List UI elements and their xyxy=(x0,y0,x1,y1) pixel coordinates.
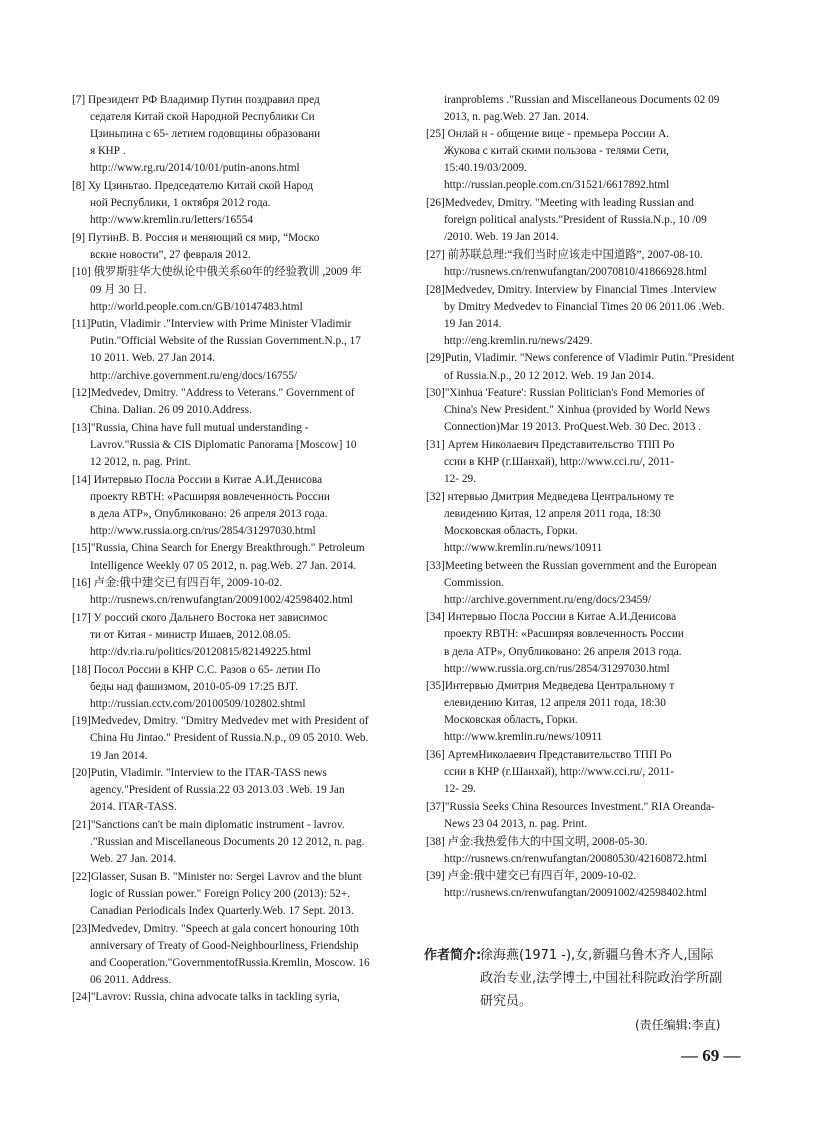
reference-item xyxy=(72,472,405,540)
reference-line: левидению Китая, 12 апреля 2011 года, 18:30 xyxy=(444,507,661,520)
reference-first-line: [15]"Russia, China Search for Energy Breakthrough." Petroleum xyxy=(72,542,365,555)
reference-line: http://www.kremlin.ru/news/10911 xyxy=(444,541,603,554)
reference-line: вские новости”, 27 февраля 2012. xyxy=(90,248,251,261)
reference-line: Web. 27 Jan. 2014. xyxy=(90,853,177,866)
reference-item xyxy=(72,765,405,816)
reference-first-line: [29]Putin, Vladimir. "News conference of Vladimir Putin."President xyxy=(426,352,735,365)
reference-item xyxy=(72,610,405,661)
reference-line: /2010. Web. 19 Jan 2014. xyxy=(444,231,559,244)
reference-line: agency."President of Russia.22 03 2013.03 .Web. 19 Jan xyxy=(90,784,345,797)
reference-line: http://www.kremlin.ru/letters/16554 xyxy=(90,214,254,227)
reference-line: ти от Китая - министр Ишаев, 2012.08.05. xyxy=(90,628,291,641)
reference-line: Московская область, Горки. xyxy=(444,524,578,537)
reference-first-line: [19]Medvedev, Dmitry. "Dmitry Medvedev met with President of xyxy=(72,715,369,728)
page-number: — 69 — xyxy=(681,1046,741,1065)
reference-first-line: [34] Интервью Посла России в Китае А.И.Денисова xyxy=(426,611,677,624)
reference-first-line: [22]Glasser, Susan B. "Minister no: Sergei Lavrov and the blunt xyxy=(72,870,362,883)
reference-item xyxy=(426,678,759,746)
reference-item xyxy=(72,869,405,920)
reference-item xyxy=(426,350,759,384)
reference-first-line: [39] 卢金:俄中建交已有四百年, 2009-10-02. xyxy=(426,870,637,883)
reference-item xyxy=(426,609,759,677)
reference-line: Жукова с китай скими пользова - телями Сети, xyxy=(444,145,669,158)
reference-item xyxy=(426,799,759,833)
responsible-editor: (责任编辑:李直) xyxy=(635,1018,721,1032)
reference-first-line: [31] Артем Николаевич Представительство ТПП Ро xyxy=(426,438,675,451)
reference-first-line: [23]Medvedev, Dmitry. "Speech at gala concert honouring 10th xyxy=(72,922,360,935)
reference-line: проекту RBTH: «Расширяя вовлеченность России xyxy=(90,490,330,503)
reference-line: http://rusnews.cn/renwufangtan/20091002/42598402.html xyxy=(90,594,353,607)
reference-item xyxy=(72,178,405,229)
reference-line: anniversary of Treaty of Good-Neighbourliness, Friendship xyxy=(90,939,359,952)
reference-line: ссии в КНР (г.Шанхай), http://www.cci.ru/, 2011- xyxy=(444,455,674,468)
reference-line: News 23 04 2013, n. pag. Print. xyxy=(444,817,588,830)
reference-first-line: [9] ПутинВ. В. Россия и меняющий ся мир, “Моско xyxy=(72,231,320,244)
reference-line: http://rusnews.cn/renwufangtan/20070810/41866928.html xyxy=(444,265,707,278)
reference-line: http://archive.government.ru/eng/docs/23459/ xyxy=(444,593,652,606)
reference-continuation: iranproblems ."Russian and Miscellaneous Documents 02 09 xyxy=(444,94,720,106)
reference-item xyxy=(72,817,405,868)
reference-line: 19 Jan 2014. xyxy=(444,317,502,330)
reference-first-line: [26]Medvedev, Dmitry. "Meeting with leading Russian and xyxy=(426,197,694,210)
author-bio-line: 政治专业,法学博士,中国社科院政治学所副 xyxy=(480,971,723,986)
reference-first-line: [37]"Russia Seeks China Resources Investment." RIA Oreanda- xyxy=(426,800,715,813)
references-left-column xyxy=(72,92,405,1007)
reference-first-line: [18] Посол России в КНР С.С. Разов о 65- летии По xyxy=(72,663,321,676)
reference-item xyxy=(72,662,405,713)
reference-continuation: 2013, n. pag.Web. 27 Jan. 2014. xyxy=(444,111,589,124)
reference-line: 12- 29. xyxy=(444,783,477,796)
reference-first-line: [32] нтервью Дмитрия Медведева Центральному те xyxy=(426,490,675,503)
reference-first-line: [35]Интервью Дмитрия Медведева Центральному т xyxy=(426,680,675,693)
reference-item xyxy=(426,834,759,868)
reference-first-line: [13]"Russia, China have full mutual understanding - xyxy=(72,421,309,434)
reference-line: http://russian.people.com.cn/31521/6617892.html xyxy=(444,179,670,192)
reference-line: of Russia.N.p., 20 12 2012. Web. 19 Jan 2014. xyxy=(444,369,655,382)
reference-line: 06 2011. Address. xyxy=(90,973,172,986)
reference-line: седателя Китай ской Народной Республики Си xyxy=(90,111,315,124)
reference-first-line: [12]Medvedev, Dmitry. "Address to Veterans." Government of xyxy=(72,387,355,400)
reference-first-line: [14] Интервью Посла России в Китае А.И.Денисова xyxy=(72,473,323,486)
reference-line: China Hu Jintao." President of Russia.N.p., 09 05 2010. Web. xyxy=(90,732,369,745)
reference-line: я КНР . xyxy=(90,145,126,158)
reference-line: 15:40.19/03/2009. xyxy=(444,162,527,175)
reference-line: Commission. xyxy=(444,576,504,589)
author-bio-line: 研究员。 xyxy=(480,994,533,1009)
reference-item xyxy=(72,575,405,609)
reference-first-line: [38] 卢金:我热爱伟大的中国文明, 2008-05-30. xyxy=(426,835,648,848)
reference-line: ."Russian and Miscellaneous Documents 20 12 2012, n. pag. xyxy=(90,836,365,849)
author-bio xyxy=(424,944,764,1013)
reference-item xyxy=(72,921,405,989)
reference-line: China's New President." Xinhua (provided by World News xyxy=(444,404,710,417)
reference-line: 19 Jan 2014. xyxy=(90,749,148,762)
reference-first-line: [7] Президент РФ Владимир Путин поздравил пред xyxy=(72,94,320,106)
reference-item xyxy=(72,230,405,264)
reference-line: http://www.rg.ru/2014/10/01/putin-anons.html xyxy=(90,162,300,175)
reference-line: China. Dalian. 26 09 2010.Address. xyxy=(90,404,252,417)
reference-line: Цзиньпина с 65- летием годовщины образовани xyxy=(90,128,321,141)
reference-item xyxy=(426,489,759,557)
reference-item xyxy=(72,316,405,384)
reference-item xyxy=(72,713,405,764)
reference-line: http://world.people.com.cn/GB/10147483.html xyxy=(90,300,303,313)
reference-line: 12- 29. xyxy=(444,473,477,486)
author-bio-label: 作者简介: xyxy=(424,948,482,963)
reference-line: http://dv.ria.ru/politics/20120815/82149225.html xyxy=(90,646,312,658)
reference-line: Putin."Official Website of the Russian Government.N.p., 17 xyxy=(90,335,361,348)
reference-line: ссии в КНР (г.Шанхай), http://www.cci.ru/, 2011- xyxy=(444,766,674,779)
reference-line: http://rusnews.cn/renwufangtan/20080530/42160872.html xyxy=(444,852,707,865)
reference-line: http://www.russia.org.cn/rus/2854/31297030.html xyxy=(90,524,316,537)
reference-first-line: [8] Ху Цзиньтао. Председателю Китай ской Народ xyxy=(72,179,314,192)
reference-line: 10 2011. Web. 27 Jan 2014. xyxy=(90,352,216,365)
reference-item xyxy=(426,437,759,488)
reference-item xyxy=(426,195,759,246)
reference-line: беды над фашизмом, 2010-05-09 17:25 BJT. xyxy=(90,680,298,693)
reference-first-line: [24]"Lavrov: Russia, china advocate talks in tackling syria, xyxy=(72,991,340,1004)
reference-first-line: [10] 俄罗斯驻华大使纵论中俄关系60年的经验教训 ,2009 年 xyxy=(72,266,362,279)
author-bio-line: 徐海燕(1971 -),女,新疆乌鲁木齐人,国际 xyxy=(480,948,714,963)
reference-item xyxy=(426,247,759,281)
reference-line: елевидению Китая, 12 апреля 2011 года, 18:30 xyxy=(444,697,666,710)
reference-item xyxy=(72,989,405,1006)
reference-item xyxy=(426,126,759,194)
reference-item xyxy=(426,282,759,350)
reference-item xyxy=(426,558,759,609)
reference-line: в дела АТР», Опубликовано: 26 апреля 2013 года. xyxy=(90,507,328,520)
reference-item xyxy=(426,747,759,798)
reference-line: http://rusnews.cn/renwufangtan/20091002/42598402.html xyxy=(444,887,707,900)
reference-line: logic of Russian power." Foreign Policy 200 (2013): 52+. xyxy=(90,887,351,900)
reference-first-line: [17] У россий ского Дальнего Востока нет зависимос xyxy=(72,611,328,624)
reference-first-line: [30]"Xinhua 'Feature': Russian Politician's Fond Memories of xyxy=(426,387,705,400)
reference-first-line: [20]Putin, Vladimir. "Interview to the ITAR-TASS news xyxy=(72,767,327,780)
reference-line: http://www.russia.org.cn/rus/2854/31297030.html xyxy=(444,662,670,675)
reference-line: Московская область, Горки. xyxy=(444,714,578,727)
reference-line: http://russian.cctv.com/20100509/102802.shtml xyxy=(90,697,306,710)
reference-first-line: [27] 前苏联总理:“我们当时应该走中国道路”, 2007-08-10. xyxy=(426,248,703,261)
reference-line: http://archive.government.ru/eng/docs/16755/ xyxy=(90,369,298,382)
reference-line: foreign political analysts."President of Russia.N.p., 10 /09 xyxy=(444,214,707,227)
reference-line: by Dmitry Medvedev to Financial Times 20 06 2011.06 .Web. xyxy=(444,300,725,313)
reference-item xyxy=(426,868,759,902)
reference-line: ной Республики, 1 октября 2012 года. xyxy=(90,197,271,210)
reference-line: в дела АТР», Опубликовано: 26 апреля 2013 года. xyxy=(444,645,682,658)
references-right-column xyxy=(426,92,759,903)
reference-line: Connection)Mar 19 2013. ProQuest.Web. 30 Dec. 2013 . xyxy=(444,421,701,434)
reference-item xyxy=(72,92,405,177)
reference-line: Intelligence Weekly 07 05 2012, n. pag.Web. 27 Jan. 2014. xyxy=(90,559,357,572)
reference-first-line: [21]"Sanctions can't be main diplomatic instrument - lavrov. xyxy=(72,818,345,831)
reference-item xyxy=(72,264,405,315)
reference-item xyxy=(72,420,405,471)
reference-line: http://eng.kremlin.ru/news/2429. xyxy=(444,334,593,347)
author-bio-text xyxy=(480,944,764,1013)
reference-first-line: [36] АртемНиколаевич Представительство ТПП Ро xyxy=(426,749,672,762)
reference-line: 12 2012, n. pag. Print. xyxy=(90,455,191,468)
reference-line: проекту RBTH: «Расширяя вовлеченность России xyxy=(444,628,684,641)
reference-line: Lavrov."Russia & CIS Diplomatic Panorama [Moscow] 10 xyxy=(90,438,357,451)
reference-first-line: [25] Онлай н - общение вице - премьера России А. xyxy=(426,128,670,141)
reference-first-line: [33]Meeting between the Russian government and the European xyxy=(426,559,717,572)
reference-line: http://www.kremlin.ru/news/10911 xyxy=(444,731,603,744)
reference-item xyxy=(72,385,405,419)
reference-first-line: [28]Medvedev, Dmitry. Interview by Financial Times .Interview xyxy=(426,283,717,296)
reference-line: 09 月 30 日. xyxy=(90,283,147,296)
reference-first-line: [16] 卢金:俄中建交已有四百年, 2009-10-02. xyxy=(72,577,283,590)
reference-first-line: [11]Putin, Vladimir ."Interview with Prime Minister Vladimir xyxy=(72,318,352,331)
reference-line: and Cooperation."GovernmentofRussia.Kremlin, Moscow. 16 xyxy=(90,956,370,969)
reference-item xyxy=(426,385,759,436)
reference-item xyxy=(72,540,405,574)
reference-line: Canadian Periodicals Index Quarterly.Web. 17 Sept. 2013. xyxy=(90,904,354,917)
reference-line: 2014. ITAR-TASS. xyxy=(90,801,177,814)
